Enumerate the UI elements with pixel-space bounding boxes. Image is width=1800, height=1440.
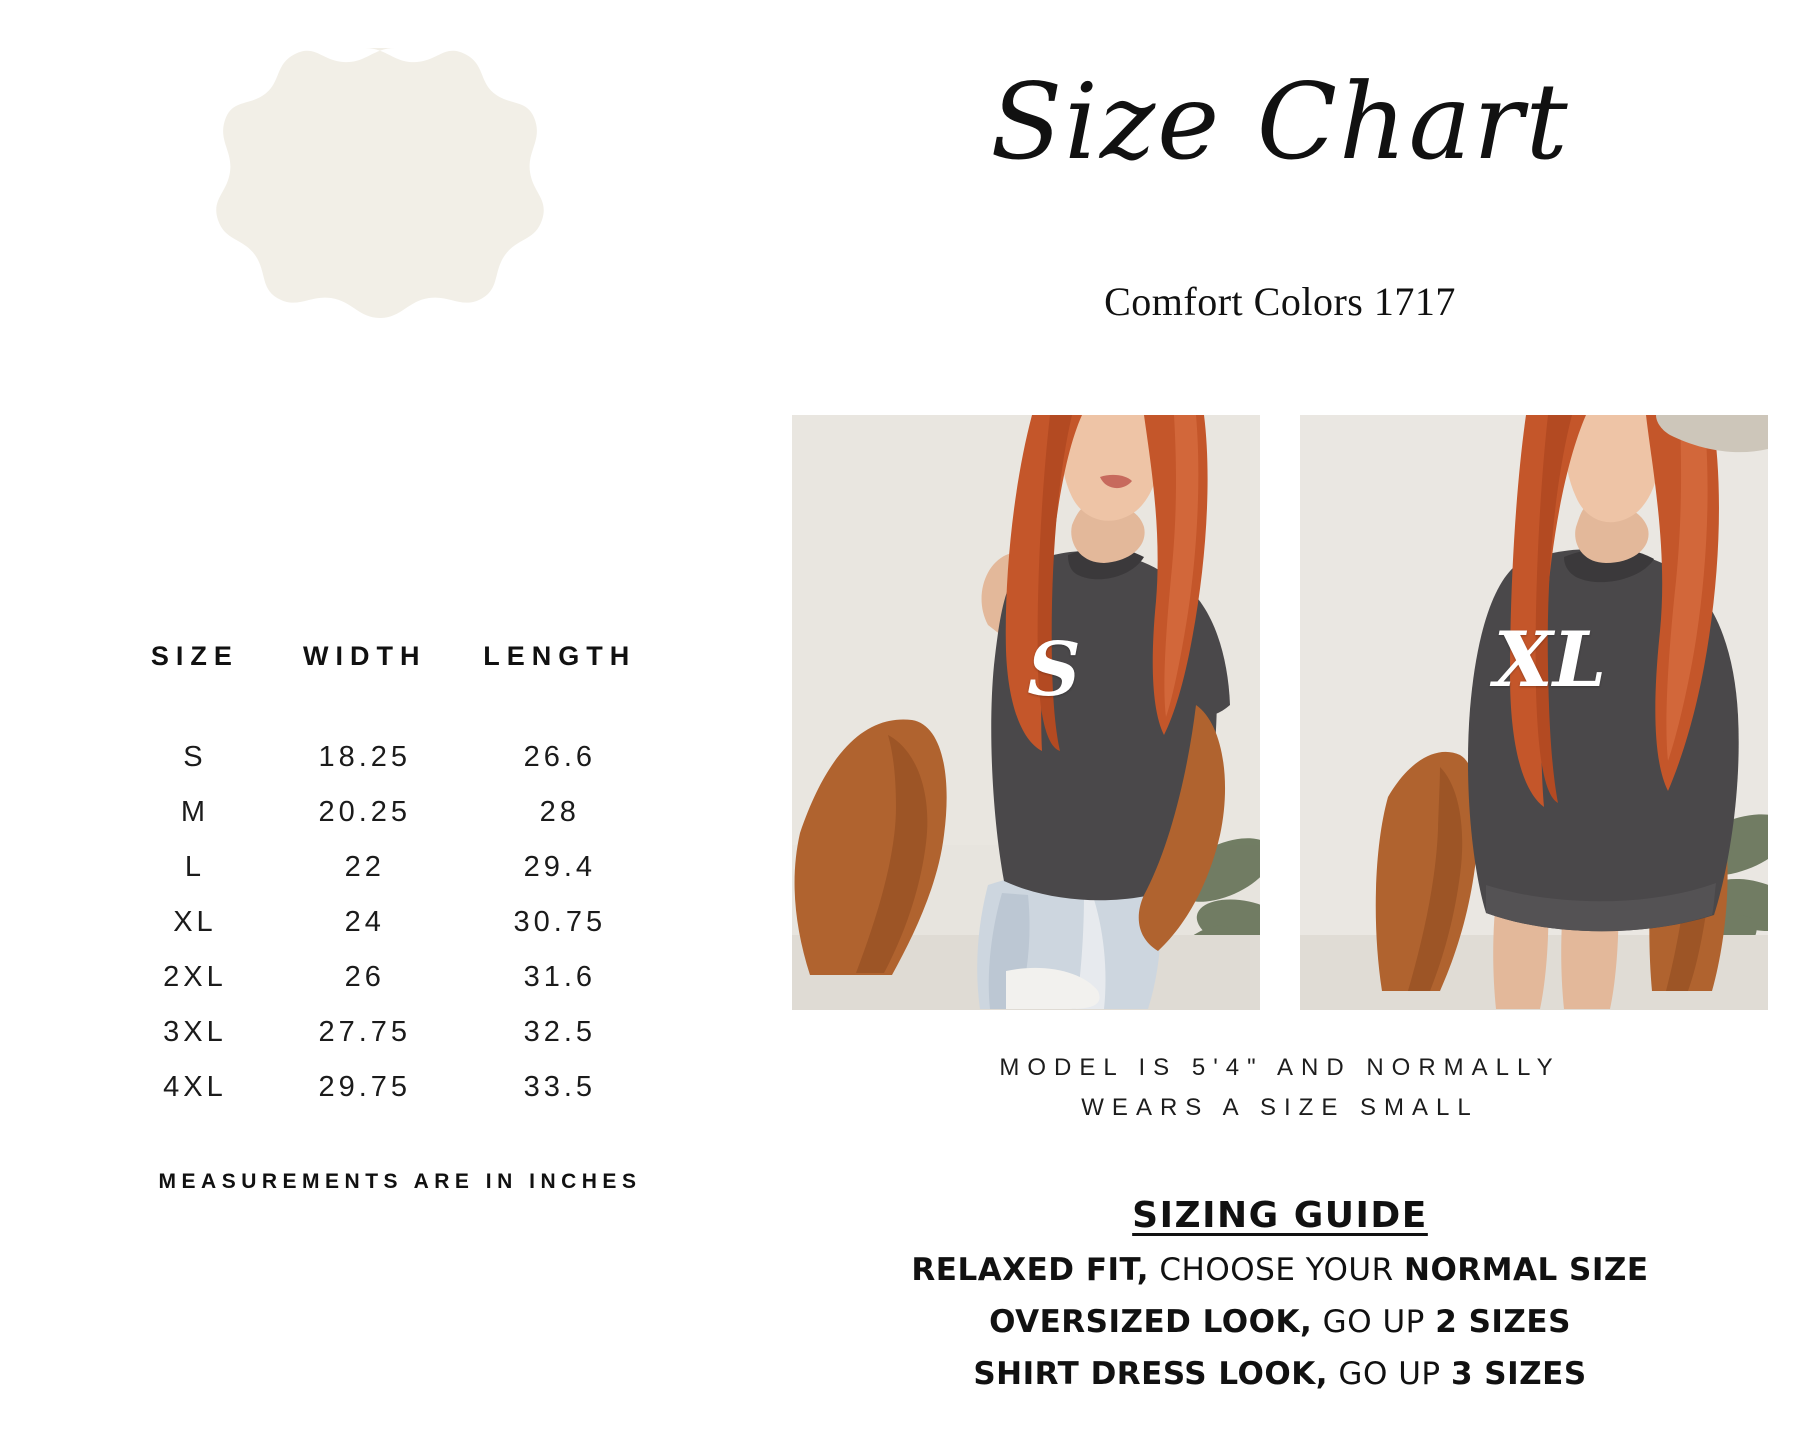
decorative-blob-shape xyxy=(150,40,580,470)
sizing-guide-title: SIZING GUIDE xyxy=(1132,1195,1428,1236)
header-length: LENGTH xyxy=(483,641,637,671)
left-column xyxy=(0,0,760,1440)
header-width: WIDTH xyxy=(302,641,427,671)
size-table-block xyxy=(120,640,660,1115)
guide-strong-a: RELAXED FIT, xyxy=(911,1252,1150,1288)
cell-size: 3XL xyxy=(163,1016,227,1048)
guide-light: GO UP xyxy=(1328,1356,1451,1392)
cell-width: 22 xyxy=(344,851,385,883)
table-header-row xyxy=(120,640,660,730)
cell-size: 2XL xyxy=(163,961,227,993)
cell-width: 29.75 xyxy=(318,1071,412,1103)
cell-length: 28 xyxy=(539,796,580,828)
table-row xyxy=(120,785,660,840)
cell-length: 31.6 xyxy=(523,961,597,993)
guide-strong-b: NORMAL SIZE xyxy=(1404,1252,1649,1288)
cell-size: XL xyxy=(173,906,217,938)
model-photos xyxy=(760,415,1800,1010)
sizing-guide-line xyxy=(800,1356,1760,1392)
guide-strong-b: 2 SIZES xyxy=(1435,1304,1571,1340)
size-table xyxy=(120,640,660,1115)
guide-light: CHOOSE YOUR xyxy=(1149,1252,1404,1288)
model-note-line-2: WEARS A SIZE SMALL xyxy=(1081,1093,1479,1121)
table-row xyxy=(120,895,660,950)
table-row xyxy=(120,730,660,785)
sizing-guide xyxy=(800,1195,1760,1392)
guide-strong-a: OVERSIZED LOOK, xyxy=(989,1304,1313,1340)
cell-width: 20.25 xyxy=(318,796,412,828)
page-subtitle: Comfort Colors 1717 xyxy=(1104,279,1456,324)
cell-length: 26.6 xyxy=(523,741,597,773)
cell-size: 4XL xyxy=(163,1071,227,1103)
cell-size: M xyxy=(180,796,210,828)
page-title: Size Chart xyxy=(990,61,1570,183)
table-row xyxy=(120,840,660,895)
shirt-size-label-small: S xyxy=(1027,627,1081,713)
sizing-guide-line xyxy=(800,1252,1760,1288)
table-row xyxy=(120,950,660,1005)
cell-width: 24 xyxy=(344,906,385,938)
cell-width: 27.75 xyxy=(318,1016,412,1048)
cell-width: 18.25 xyxy=(318,741,412,773)
table-row xyxy=(120,1060,660,1115)
guide-strong-b: 3 SIZES xyxy=(1450,1356,1587,1392)
table-row xyxy=(120,1005,660,1060)
cell-length: 33.5 xyxy=(523,1071,597,1103)
model-photo-xl xyxy=(1300,415,1768,1010)
header-size: SIZE xyxy=(150,641,239,671)
sizing-guide-line xyxy=(800,1304,1760,1340)
guide-strong-a: SHIRT DRESS LOOK, xyxy=(973,1356,1329,1392)
cell-size: L xyxy=(184,851,205,883)
cell-size: S xyxy=(183,741,207,773)
cell-length: 30.75 xyxy=(513,906,607,938)
measurements-note: MEASUREMENTS ARE IN INCHES xyxy=(158,1170,642,1193)
cell-length: 29.4 xyxy=(523,851,597,883)
shirt-size-label-xl: XL xyxy=(1493,615,1607,704)
cell-width: 26 xyxy=(344,961,385,993)
model-photo-small xyxy=(792,415,1260,1010)
model-note xyxy=(820,1048,1740,1127)
model-note-line-1: MODEL IS 5'4" AND NORMALLY xyxy=(999,1054,1561,1081)
cell-length: 32.5 xyxy=(523,1016,597,1048)
guide-light: GO UP xyxy=(1312,1304,1436,1340)
right-column xyxy=(760,0,1800,1440)
